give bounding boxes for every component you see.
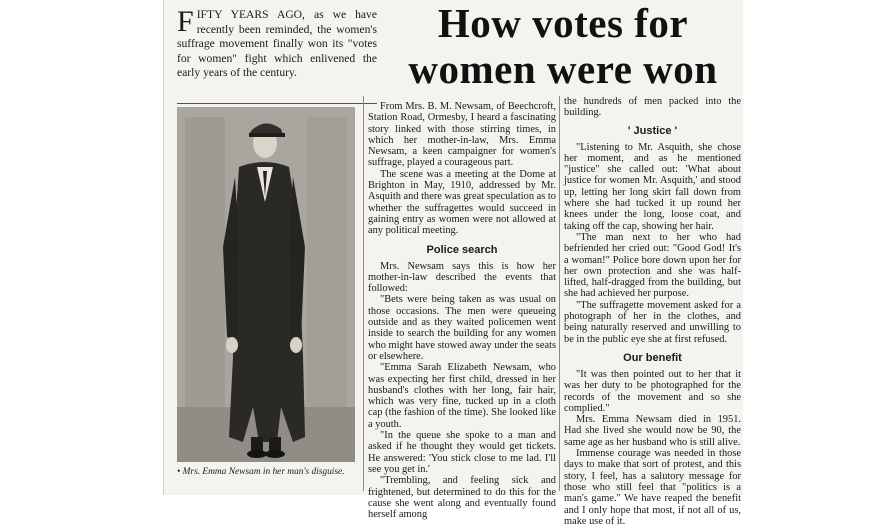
column-rule-left <box>363 96 364 491</box>
article-column-right <box>564 96 741 527</box>
intro-text: IFTY YEARS AGO, as we have recently been reminded, the women's suffrage movement finally won its "votes for women" fight which enlivened the early years of the century. <box>177 8 377 80</box>
paragraph: "The man next to her who had befriended her cried out: "Good God! It's a woman!" Police bore down upon her for her own protection and she was half-lifted, half-dragged from the building, but she had achieved her purpose. <box>564 231 741 300</box>
paragraph: "Bets were being taken as was usual on those occasions. The men were queueing outside and as they waited policemen went inside to search the building for any women who might have stowed away under the seats or elsewhere. <box>368 294 556 362</box>
subhead-justice: ' Justice ' <box>627 124 678 137</box>
paragraph: "Listening to Mr. Asquith, she chose her moment, and as he mentioned "justice" she called out: 'What about justice for women Mr. Asquith,' and stood up, letting her long skirt fall down from where she had tucked it up round her knees under the long, loose coat, and taking off the cap, showing her hair. <box>564 141 741 232</box>
headline-line-2: women were won <box>408 46 718 92</box>
subhead-our-benefit: Our benefit <box>623 351 682 364</box>
portrait-figure-illustration <box>177 107 355 462</box>
subhead-police-search: Police search <box>426 243 498 256</box>
photo-caption: • Mrs. Emma Newsam in her man's disguise. <box>177 467 345 477</box>
intro-paragraph <box>177 5 377 81</box>
drop-cap: F <box>177 5 194 38</box>
headline <box>385 0 741 92</box>
intro-divider <box>177 103 377 104</box>
column-rule-middle <box>559 96 560 491</box>
paragraph: Mrs. Emma Newsam died in 1951. Had she lived she would now be 90, the same age as her husband who is still alive. <box>564 414 741 448</box>
paragraph: the hundreds of men packed into the building. <box>564 96 741 119</box>
newspaper-clipping <box>163 0 743 527</box>
paragraph: "It was then pointed out to her that it was her duty to be photographed for the records of the movement and so she complied." <box>564 368 741 414</box>
paragraph: From Mrs. B. M. Newsam, of Beechcroft, Station Road, Ormesby, I heard a fascinating story linked with those stirring times, in which her mother-in-law, Mrs. Emma Newsam, a keen campaigner for women's suffrage, played a courageous part. <box>368 101 556 169</box>
article-column-left <box>368 101 556 520</box>
paragraph: "Emma Sarah Elizabeth Newsam, who was expecting her first child, dressed in her husband's clothes with her long, fair hair, which was very fine, tucked up in a cloth cap (the fashion of the time). She looked like a youth. <box>368 362 556 430</box>
paragraph: "In the queue she spoke to a man and asked if he thought they would get tickets. He answered: 'You stick close to me lad. I'll see you get in.' <box>368 430 556 475</box>
paragraph: Mrs. Newsam says this is how her mother-in-law described the events that followed: <box>368 260 556 295</box>
paragraph: "Trembling, and feeling sick and frightened, but determined to do this for the cause she went along and eventually found herself among <box>368 475 556 521</box>
headline-line-1: How votes for <box>437 0 689 46</box>
paragraph: "The suffragette movement asked for a photograph of her in the clothes, and being naturally reserved and unwilling to be in the public eye she at first refused. <box>564 299 741 345</box>
paragraph: The scene was a meeting at the Dome at Brighton in May, 1910, addressed by Mr. Asquith and there was great speculation as to whether the suffragettes would succeed in gaining entry as women were not allowed at any political meeting. <box>368 168 556 237</box>
portrait-photo <box>177 107 355 462</box>
paragraph: Immense courage was needed in those days to make that sort of protest, and this story, I feel, has a salutory message for those who still feel that "politics is a man's game." We have reaped the benefit and I only hope that most, if not all of us, make use of it. <box>564 448 741 527</box>
